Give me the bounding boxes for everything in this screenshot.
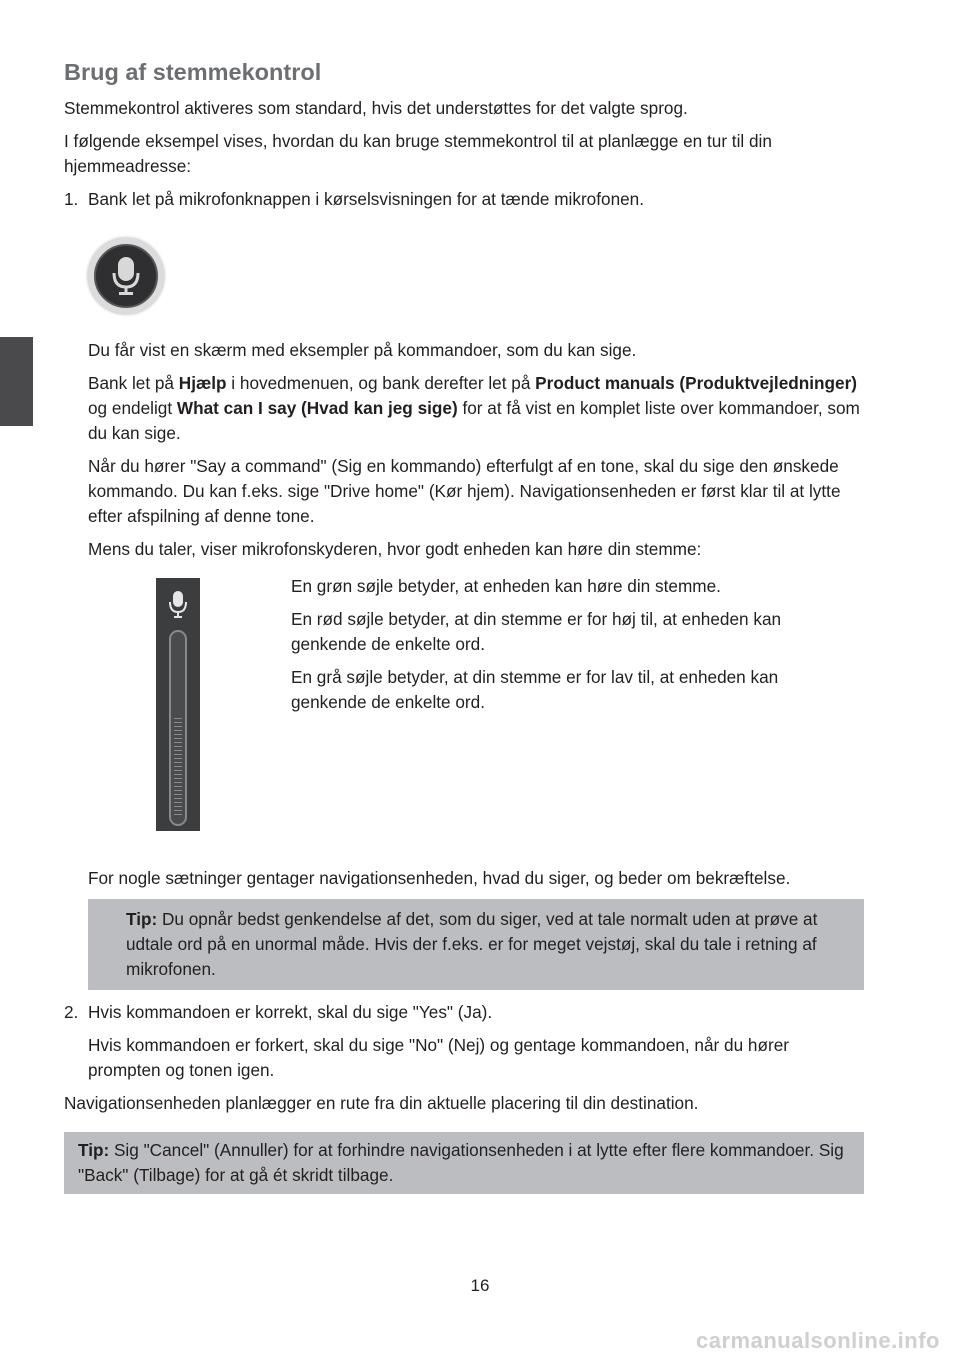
page-number: 16: [470, 1276, 490, 1295]
red-bar-text: En rød søjle betyder, at din stemme er for høj til, at enheden kan genkende de enkelte ord.: [291, 609, 782, 654]
product-manuals-term: Product manuals (Produktvejledninger): [535, 373, 858, 393]
step-number: 1.: [64, 189, 79, 209]
chapter-tab: [0, 337, 33, 426]
what-can-i-say-term: What can I say (Hvad kan jeg sige): [176, 398, 458, 418]
help-text: Bank let på Hjælp i hovedmenuen, og bank derefter let på Product manuals (Produktvejledninger) og endeligt What can I say (Hvad kan jeg sige) for at få vist en komplet liste over kommandoer, som du kan sige.: [88, 373, 860, 443]
step-text: Hvis kommandoen er korrekt, skal du sige "Yes" (Ja).: [88, 1002, 493, 1022]
step-number: 2.: [64, 1002, 79, 1022]
tip-box-2: [64, 1132, 864, 1194]
watermark: carmanualsonline.info: [696, 1328, 940, 1353]
microphone-slider: [156, 578, 200, 831]
commands-screen-text: Du får vist en skærm med eksempler på kommandoer, som du kan sige.: [88, 340, 637, 360]
intro-paragraph: Stemmekontrol aktiveres som standard, hvis det understøttes for det valgte sprog.: [64, 98, 688, 118]
microphone-button[interactable]: [88, 238, 164, 314]
slider-explanations: [291, 574, 851, 723]
slider-section: [64, 574, 864, 866]
wrong-command-text: Hvis kommandoen er forkert, skal du sige "No" (Nej) og gentage kommandoen, når du hører prompten og tonen igen.: [88, 1035, 789, 1080]
green-bar-text: En grøn søjle betyder, at enheden kan høre din stemme.: [291, 576, 721, 596]
step-2: [64, 1000, 864, 1025]
tip-label: Tip:: [78, 1140, 110, 1160]
slider-level: [174, 718, 182, 818]
step-1: [64, 187, 864, 212]
step-text: Bank let på mikrofonknappen i kørselsvisningen for at tænde mikrofonen.: [88, 189, 645, 209]
page-title: Brug af stemmekontrol: [64, 59, 322, 85]
tip-box: [88, 899, 864, 990]
page-content: [64, 58, 864, 1194]
tip-label: Tip:: [126, 909, 158, 929]
slider-intro: Mens du taler, viser mikrofonskyderen, hvor godt enheden kan høre din stemme:: [88, 539, 702, 559]
grey-bar-text: En grå søjle betyder, at din stemme er for lav til, at enheden kan genkende de enkelte ord.: [291, 667, 779, 712]
tip-text: Du opnår bedst genkendelse af det, som du siger, ved at tale normalt uden at prøve at udtale ord på en unormal måde. Hvis der f.eks. er for meget vejstøj, skal du tale i retning af mikrofonen.: [126, 909, 818, 979]
say-command-text: Når du hører "Say a command" (Sig en kommando) efterfulgt af en tone, skal du sige den ønskede kommando. Du kan f.eks. sige "Drive home" (Kør hjem). Navigationsenheden er først klar til at lytte efter afspilning af denne tone.: [88, 456, 841, 526]
example-paragraph: I følgende eksempel vises, hvordan du kan bruge stemmekontrol til at planlægge en tur til din hjemmeadresse:: [64, 131, 772, 176]
microphone-icon: [168, 590, 188, 620]
microphone-icon: [109, 255, 143, 297]
help-menu-term: Hjælp: [178, 373, 227, 393]
tip-text: Sig "Cancel" (Annuller) for at forhindre navigationsenheden i at lytte efter flere kommandoer. Sig "Back" (Tilbage) for at gå ét skridt tilbage.: [78, 1140, 844, 1185]
confirmation-text: For nogle sætninger gentager navigationsenheden, hvad du siger, og beder om bekræftelse.: [88, 868, 791, 888]
route-planning-text: Navigationsenheden planlægger en rute fra din aktuelle placering til din destination.: [64, 1093, 699, 1113]
